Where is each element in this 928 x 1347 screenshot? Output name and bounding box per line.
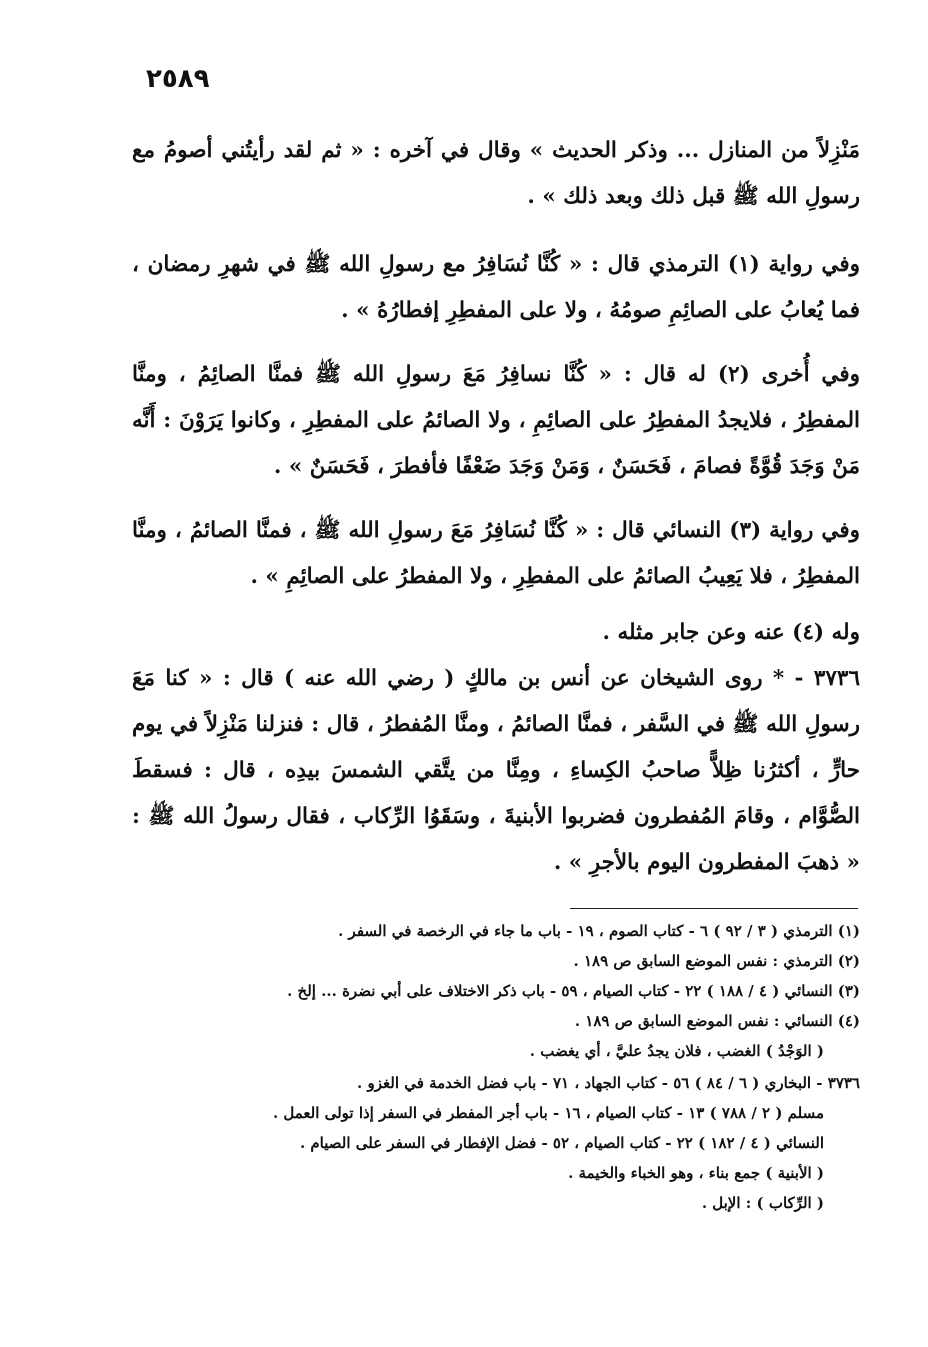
footnote-gloss-abniya: ( الأبنية ) جمع بناء ، وهو الخباء والخيمة . bbox=[568, 1164, 824, 1182]
paragraph-jabir-narration: وله (٤) عنه وعن جابر مثله . bbox=[602, 620, 860, 645]
paragraph-hadith-3736: ٣٧٣٦ - * روى الشيخان عن أنس بن مالكٍ ( رضي الله عنه ) قال : « كنا مَعَ رسولِ الله ﷺ في السَّفر ، فمنَّا الصائمُ ، ومنَّا المُفطرُ ، قال : فنزلنا مَنْزِلاً في يوم حارٍّ ، أكثرُنا ظِلاًّ صاحبُ الكِساءِ ، ومِنَّا من يتَّقي الشمسَ بيدِه ، قال : فسقطَ الصُّوَّام ، وقامَ المُفطرون فضربوا الأبنيةَ ، وسَقَوُا الرِّكاب ، فقال رسولُ الله ﷺ : « ذهبَ المفطرون اليوم بالأجرِ » . bbox=[132, 666, 860, 875]
paragraph-hadith-continuation: مَنْزِلاً من المنازل ... وذكر الحديث » وقال في آخره : « ثم لقد رأيتُني أصومُ مع رسولِ الله ﷺ قبل ذلك وبعد ذلك » . bbox=[132, 138, 860, 209]
footnote-gloss-wajd: ( الوَجْدُ ) الغضب ، فلان يجدُ عليَّ ، أي يغضب . bbox=[529, 1042, 824, 1060]
footnote-divider bbox=[570, 908, 858, 909]
footnote-gloss-rikab: ( الرِّكاب ) : الإبل . bbox=[701, 1194, 824, 1212]
paragraph-tirmidhi-narration: وفي رواية (١) الترمذي قال : « كُنَّا نُسَافِرُ مع رسولِ الله ﷺ في شهرِ رمضان ، فما يُعابُ على الصائِمِ صومُهُ ، ولا على المفطِرِ إفطارُهُ » . bbox=[132, 252, 860, 323]
footnote-3736-muslim: مسلم ( ٢ / ٧٨٨ ) ١٣ - كتاب الصيام ، ١٦ - باب أجر المفطر في السفر إذا تولى العمل . bbox=[272, 1104, 824, 1122]
page-number: ٢٥٨٩ bbox=[146, 64, 210, 94]
footnote-1: (١) الترمذي ( ٣ / ٩٢ ) ٦ - كتاب الصوم ، ١٩ - باب ما جاء في الرخصة في السفر . bbox=[338, 922, 860, 940]
footnotes bbox=[180, 916, 860, 1218]
footnote-2: (٢) الترمذي : نفس الموضع السابق ص ١٨٩ . bbox=[573, 952, 860, 970]
footnote-3736-nasai: النسائي ( ٤ / ١٨٢ ) ٢٢ - كتاب الصيام ، ٥٢ - فضل الإفطار في السفر على الصيام . bbox=[299, 1134, 824, 1152]
paragraph-other-narration: وفي أُخرى (٢) له قال : « كُنَّا نسافِرُ مَعَ رسولِ الله ﷺ فمنَّا الصائِمُ ، ومنَّا المفطِرُ ، فلايجدُ المفطِرُ على الصائِمِ ، ولا الصائمُ على المفطِرِ ، وكانوا يَرَوْنَ : أَنَّه مَنْ وَجَدَ قُوَّةً فصامَ ، فَحَسَنٌ ، وَمَنْ وَجَدَ ضَعْفًا فأفطرَ ، فَحَسَنٌ » . bbox=[132, 362, 860, 479]
footnote-4: (٤) النسائي : نفس الموضع السابق ص ١٨٩ . bbox=[574, 1012, 860, 1030]
paragraph-nasai-narration: وفي رواية (٣) النسائي قال : « كُنَّا نُسَافِرُ مَعَ رسولِ الله ﷺ ، فمنَّا الصائمُ ، ومنَّا المفطِرُ ، فلا يَعِيبُ الصائمُ على المفطِرِ ، ولا المفطرُ على الصائِمِ » . bbox=[132, 518, 860, 589]
footnote-3736-bukhari: ٣٧٣٦ - البخاري ( ٦ / ٨٤ ) ٥٦ - كتاب الجهاد ، ٧١ - باب فضل الخدمة في الغزو . bbox=[357, 1074, 860, 1092]
footnote-3: (٣) النسائي ( ٤ / ١٨٨ ) ٢٢ - كتاب الصيام ، ٥٩ - باب ذكر الاختلاف على أبي نضرة ... إلخ . bbox=[287, 982, 860, 1000]
main-text bbox=[132, 128, 860, 886]
